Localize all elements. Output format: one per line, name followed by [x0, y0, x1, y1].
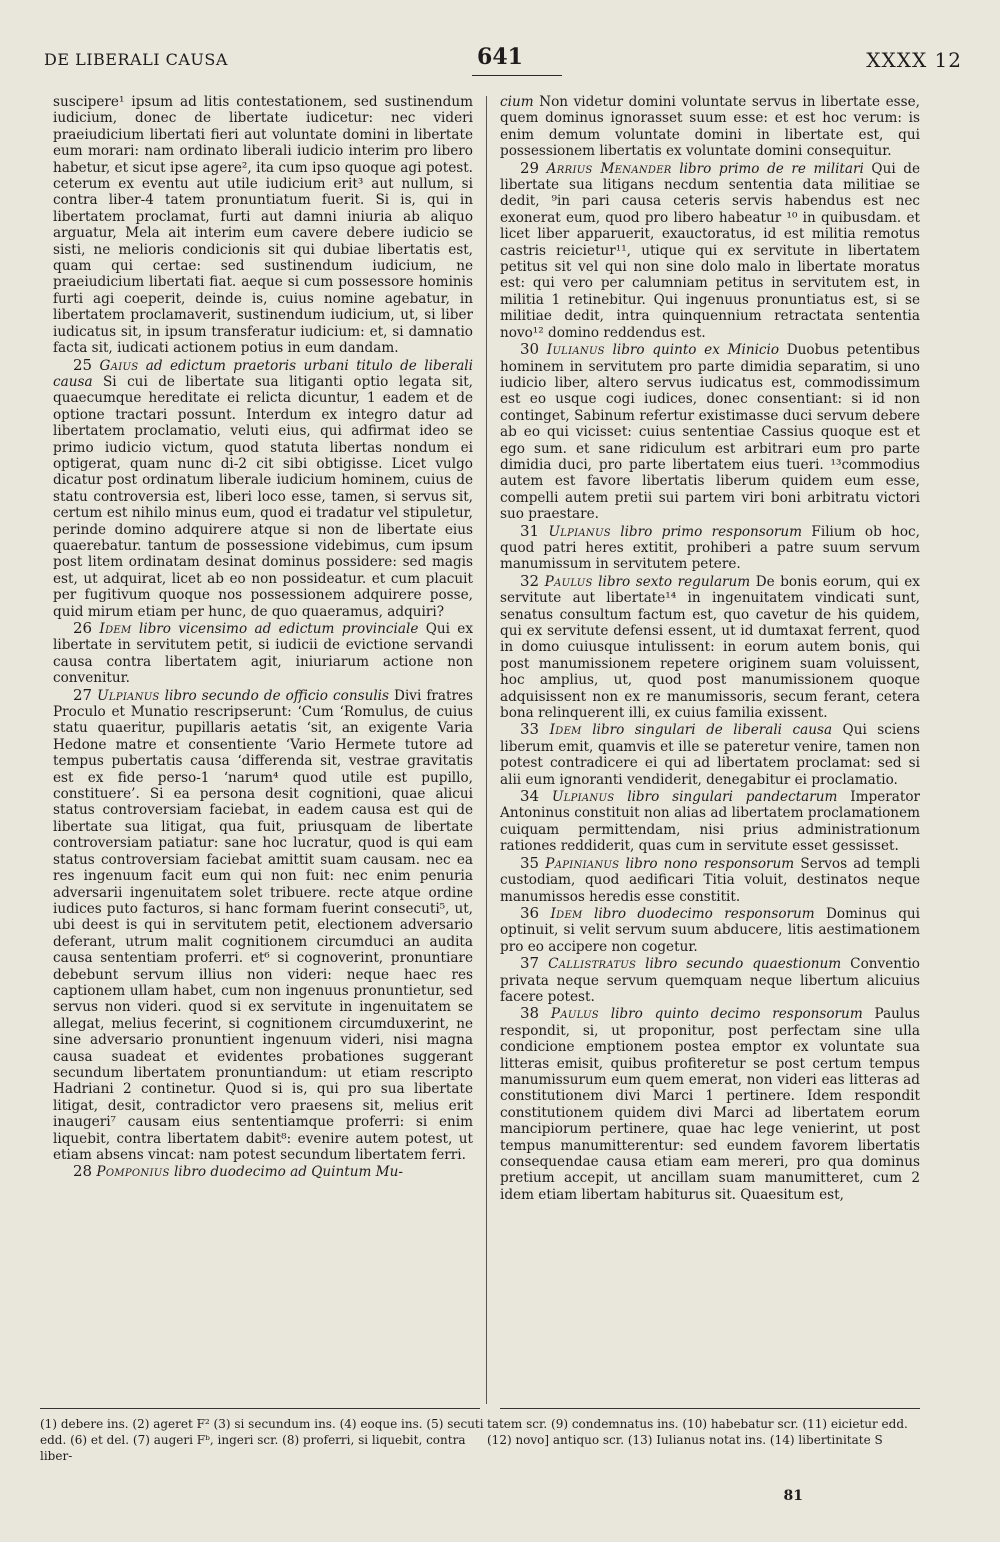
right-column [500, 94, 920, 1203]
section-number: 26 [73, 619, 93, 637]
section-source: libro quinto ex Minicio [612, 342, 780, 359]
section-number: 37 [520, 954, 540, 973]
section-29 [500, 160, 920, 341]
section-31 [500, 523, 920, 573]
header-rule [472, 75, 562, 76]
section-text: Dominus qui optinuit, si velit servum suum abducere, litis aestimationem pro eo accipere non cogetur. [500, 905, 921, 955]
section-28-continuation [500, 94, 920, 160]
section-author: Gaius [99, 357, 139, 374]
section-26 [53, 620, 473, 687]
section-author: Ulpianus [548, 523, 611, 540]
section-number: 30 [520, 340, 540, 359]
signature-mark: 81 [783, 1488, 803, 1504]
section-source: libro quinto decimo responsorum [610, 1006, 863, 1023]
section-text: Qui ex libertate in servitutem petit, si iudicii de evictione servandi causa contra libertatem agit, iniuriarum actione non convenitur. [53, 621, 473, 687]
section-text: Duobus petentibus hominem in servitutem pro parte dimidia separatim, si uno iudicio liber, altero servus iudicatus est, commodissimum est eo usque cogi iudices, donec consentiant: si id non continget, Sabinum refertur existimasse duci servum debere ab eo qui vicisset: cuius sententiae Cassius quoque est et ego sum. et sane ridiculum est arbitrari eum pro parte dimidia duci, pro parte libertatem eius tueri. ¹³commodius autem est favore libertatis liberum quidem eum esse, compelli autem pretii sui partem viri boni arbitratu victori suo praestare. [500, 342, 920, 523]
section-text: Filium ob hoc, quod patri heres extitit, prohiberi a patre suum servum manumissum in servitutem petere. [500, 523, 920, 573]
section-number: 32 [520, 571, 540, 590]
footnotes-right: tatem scr. (9) condemnatus ins. (10) habebatur scr. (11) eicietur edd. (12) novo] antiquo scr. (13) Iulianus notat ins. (14) libertinitate S [487, 1417, 908, 1447]
section-text: De bonis eorum, qui ex servitute aut libertate¹⁴ in ingenuitatem vindicati sunt, senatus consultum factum est, quo cavetur de his quidem, qui ex servitute defensi essent, ut id dumtaxat ferrent, quod in domo cuiusque intulissent: in eorum autem bonis, qui post manumissionem repetere originem suam voluissent, hoc amplius, ut, quod post manumissionem quoque adquisissent non ex re manumissoris, secum ferant, cetera bona relinquerent illi, ex cuius familia exissent. [500, 573, 920, 722]
section-author: Paulus [544, 573, 593, 590]
section-32 [500, 573, 920, 722]
section-source: cium [500, 94, 534, 110]
section-source: libro vicensimo ad edictum provinciale [138, 621, 419, 637]
section-author: Idem [550, 905, 583, 922]
section-number: 33 [520, 720, 540, 739]
section-number: 35 [520, 853, 540, 872]
section-source: libro duodecimo ad Quintum Mu- [173, 1164, 403, 1181]
section-text: Imperator Antoninus constituit non alias ad libertatem proclamationem cuiquam permittendam, nisi prius administrationum rationes reddiderit, quas cum in servitute esset gessisset. [500, 789, 921, 855]
section-37 [500, 955, 920, 1005]
left-column [53, 94, 473, 1181]
section-text: Qui sciens liberum emit, quamvis et ille se pateretur venire, tamen non potest contradicere ei qui ad libertatem proclamat: sed si alii eum ignoranti vendiderit, denegabitur ei proclamatio. [500, 722, 920, 788]
section-28 [53, 1163, 473, 1180]
section-38 [500, 1005, 920, 1203]
section-source: libro singulari de liberali causa [592, 722, 833, 739]
section-number: 34 [520, 787, 540, 806]
section-source: libro primo de re militari [679, 160, 864, 177]
section-number: 36 [520, 903, 540, 922]
page-number: 641 [477, 44, 523, 70]
section-source: ad edictum praetoris urbani titulo de liberali causa [53, 357, 473, 390]
running-title: DE LIBERALI CAUSA [44, 50, 228, 69]
section-36 [500, 905, 920, 955]
section-source: libro primo responsorum [620, 523, 803, 540]
section-author: Iulianus [546, 342, 605, 359]
title-reference: XXXX 12 [866, 48, 962, 72]
footnote-rule [40, 1408, 480, 1409]
section-text: Conventio privata neque servum quemquam neque libertum alicuius facere potest. [500, 956, 920, 1005]
section-35 [500, 855, 920, 905]
section-source: libro duodecimo responsorum [593, 905, 815, 922]
section-34 [500, 788, 920, 855]
section-33 [500, 721, 920, 788]
section-text: Qui de libertate sua litigans necdum sententia data militiae se dedit, ⁹in pari causa ceteris servis habendus est nec exonerat eum, quod pro libero habeatur ¹⁰ in quibusdam. et licet liber apparuerit, exauctoratus, id est militia remotus castris reicietur¹¹, utique qui ex servitute in libertatem petitus sit vel qui non sine dolo malo in libertate moratus est: qui vero per calumniam petitus in servitutem est, in militia 1 retinebitur. Qui ingenuus pronuntiatus est, si se militiae dedit, intra quinquennium retractata sententia novo¹² domino reddendus est. [500, 160, 920, 341]
section-author: Ulpianus [551, 789, 615, 806]
paragraph-continuation: suscipere¹ ipsum ad litis contestationem, sed sustinendum iudicium, donec de libertate iudicetur: nec videri praeiudicium libertati fieri aut voluntate domini in libertate eum morari: nam ordinato liberali iudicio interim pro libero habetur, et sicut ipse agere², ita cum ipso quoque agi potest. ceterum ex eventu aut utile iudicium erit³ aut nullum, si contra liber-4 tatem pronuntiatum fuerit. Si is, qui in libertatem proclamat, furti aut damni iniuria ab aliquo arguatur, Mela ait interim eum cavere debere iudicio se sisti, ne melioris condicionis sit qui dubiae libertatis est, quam qui certae: sed sustinendum iudicium, ne praeiudicium libertati fiat. aeque si cum possessore hominis furti agi coeperit, deinde is, cuius nomine agebatur, in libertatem proclamaverit, sustinendum iudicium, ut, si liber iudicatus sit, in ipsum transferatur iudicium: et, si damnatio facta sit, iudicati actionem potius in eum dandam. [53, 94, 473, 357]
column-divider [486, 96, 487, 1404]
section-text: Divi fratres Proculo et Munatio rescripserunt: ‘Cum ‘Romulus, de cuius statu quaeritur, pupillaris aetatis ‘sit, an exigente Varia Hedone matre et consentiente ‘Vario Hermete tutore ad tempus pubertatis causa ‘differenda sit, vestrae gravitatis est ex fide perso-1 ‘narum⁴ quod utile est pupillo, constituere’. Si ea persona desit cognitioni, quae alicui status controversiam faciebat, in eadem causa est qui de libertate sua litigat, qua fuit, priusquam de libertate controversiam patiatur: sane hoc lucratur, quod is qui eam status controversiam faciebat amittit suam causam. nec ea res ingenuum facit eum qui non fuit: nec enim penuria adversarii ingenuitatem solet tribuere. recte atque ordine iudices puto facturos, si hanc formam fuerint consecuti⁵, ut, ubi deest is qui in servitutem petit, electionem adversario deferant, utrum malit cognitionem circumduci an audita causa sententiam proferri. et⁶ si cognoverint, pronuntiare debebunt servum illius non videri: neque haec res captionem ullam habet, cum non ingenuus pronuntietur, sed servus non videri. quod si ex servitute in ingenuitatem se allegat, melius fecerint, si cognitionem circumduxerint, ne sine adversario pronuntient ingenuum videri, nisi magna causa suadeat et evidentes probationes suggerant secundum libertatem pronuntiandum: ut etiam rescripto Hadriani 2 continetur. Quod si is, qui pro sua libertate litigat, desit, contradictor vero praesens sit, melius erit inaugeri⁷ causam eius sententiamque proferri: si enim liquebit, contra libertatem dabit⁸: evenire autem potest, ut etiam absens vincat: nam potest secundum libertatem ferri. [53, 687, 473, 1163]
section-source: libro nono responsorum [625, 855, 795, 872]
section-author: Papinianus [545, 855, 620, 872]
section-text: Servos ad templi custodiam, quod aedificari Titia voluit, destinatos neque manumissos heredis esse constitit. [500, 855, 920, 905]
section-author: Callistratus [548, 956, 637, 973]
section-author: Ulpianus [97, 687, 160, 704]
section-source: libro secundo quaestionum [645, 956, 842, 973]
section-author: Arrius Menander [546, 160, 672, 177]
section-author: Pomponius [96, 1164, 170, 1181]
section-25 [53, 357, 473, 621]
section-number: 29 [520, 158, 540, 177]
footnotes-left: (1) debere ins. (2) ageret F² (3) si secundum ins. (4) eoque ins. (5) secuti edd. (6) et del. (7) augeri Fᵇ, ingeri scr. (8) proferri, si liquebit, contra liber- [40, 1417, 484, 1463]
section-number: 38 [520, 1004, 540, 1023]
section-source: libro secundo de officio consulis [164, 687, 389, 704]
section-author: Paulus [550, 1006, 599, 1023]
section-number: 27 [73, 685, 93, 704]
section-author: Idem [99, 621, 132, 637]
section-27 [53, 687, 473, 1164]
section-text: Non videtur domini voluntate servus in libertate esse, quem dominus ignorasset suum esse: et est hoc verum: is enim demum voluntate domini in libertate est, qui possessionem libertatis ex voluntate domini consequitur. [500, 94, 920, 160]
section-number: 31 [520, 521, 540, 540]
section-source: libro singulari pandectarum [627, 789, 838, 806]
section-author: Idem [549, 722, 582, 739]
footnote-rule [500, 1408, 920, 1409]
section-number: 28 [73, 1162, 93, 1181]
section-text: Si cui de libertate sua litiganti optio legata sit, quaecumque hereditate ei relicta dicuntur, 1 eadem et de optione tractari possunt. Interdum ex integro datur ad libertatem proclamatio, veluti eius, qui adfirmat ideo se primo iudicio victum, quod statuta libertas nondum ei optigerat, quam nunc di-2 cit sibi obtigisse. Licet vulgo dicatur post ordinatum liberale iudicium hominem, cuius de statu controversia est, liberi loco esse, tamen, si servus sit, certum est nihilo minus eum, quod ei tradatur vel stipuletur, perinde domino adquirere atque si non de libertate eius quaerebatur. tantum de possessione videbimus, cum ipsum post litem ordinatam desinat dominus possidere: sed magis est, ut adquirat, licet ab eo non possideatur. et cum placuit per fugitivum quoque nos possessionem adquirere posse, quid mirum etiam per hunc, de quo quaeramus, adquiri? [53, 373, 473, 620]
section-30 [500, 341, 920, 522]
section-text: Paulus respondit, si, ut proponitur, post perfectam sine ulla condicione emptionem postea emptor ex voluntate sua litteras emisit, quibus profiteretur se post certum tempus manumissurum eum quem emerat, non videri eas litteras ad constitutionem divi Marci 1 pertinere. Idem respondit constitutionem quidem divi Marci ad libertatem eorum mancipiorum pertinere, quae hac lege venierint, ut post tempus manumitterentur: sed eundem favorem libertatis consequendae causa etiam eam mereri, pro qua dominus pretium accepit, ut ancillam suam manumitteret, cum 2 idem etiam libertam habiturus sit. Quaesitum est, [500, 1006, 921, 1203]
section-source: libro sexto regularum [598, 573, 751, 590]
section-number: 25 [73, 355, 93, 374]
